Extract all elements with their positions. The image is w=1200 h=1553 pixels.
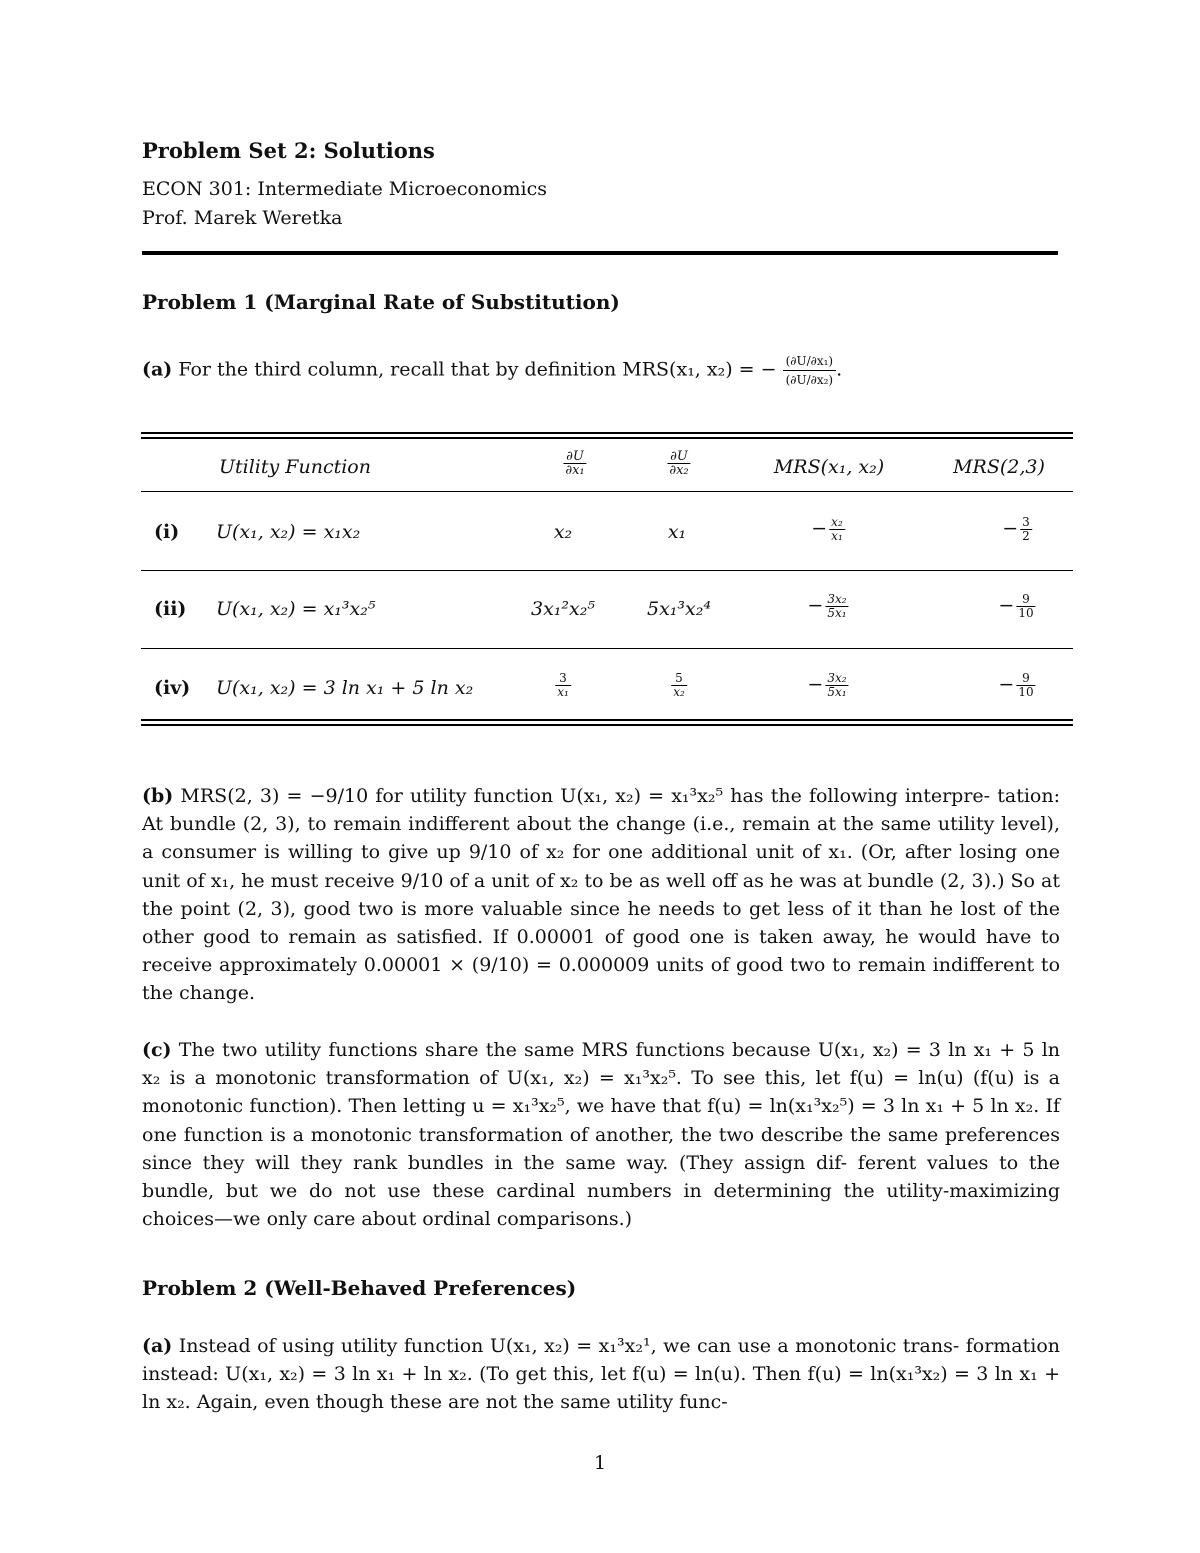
row-iv-du2: $\frac{5}{\text{x₂}}$: [673, 671, 685, 699]
row-iv-mrs: − $\frac{\text{3x₂}}{\text{5x₁}}$: [807, 671, 847, 699]
c-line-4: the same preferences since they will they rank bundles in the same way. (They assign dif-: [142, 1123, 1060, 1174]
b-line-0: MRS(2, 3) = −9/10 for utility function U(x₁, x₂) = x₁³x₂⁵ has the following interpre-: [180, 785, 991, 807]
table-row-rule-1: [141, 570, 1073, 571]
row-iv-du1: $\frac{3}{\text{x₁}}$: [557, 671, 569, 699]
row-ii-mrs23: − $\frac{9}{10}$: [998, 592, 1034, 620]
p2a-line-2: f(u) = ln(x₁³x₂) = 3 ln x₁ + ln x₂. Again, even though these are not the same utility func-: [142, 1363, 1060, 1414]
row-i-mrs: − $\frac{\text{x₂}}{\text{x₁}}$: [811, 515, 843, 543]
b-line-5: of it than he lost of the other good to remain as satisfied. If 0.00001 of good one is taken: [142, 897, 1060, 949]
problem2-a-paragraph: [142, 1332, 1060, 1417]
problem1-a-end: .: [836, 358, 843, 381]
header-mrs23: MRS(2,3): [953, 456, 1045, 478]
course-name: ECON 301: Intermediate Microeconomics: [142, 178, 547, 200]
p2a-line-1: formation instead: U(x₁, x₂) = 3 ln x₁ + ln x₂. (To get this, let f(u) = ln(u). Then: [142, 1335, 1061, 1386]
b-line-7: to remain indifferent to the change.: [142, 954, 1061, 1005]
problem2-a-label: (a): [142, 1335, 173, 1357]
table-top-rule-2: [141, 437, 1073, 439]
problem1-c-paragraph: [142, 1036, 1060, 1233]
b-line-1: tation: At bundle (2, 3), to remain indifferent about the change (i.e., remain at the same: [142, 785, 1061, 836]
table-header-rule: [141, 491, 1073, 492]
page-number: 1: [593, 1452, 607, 1474]
mrs-definition-numerator: (∂U/∂x₁): [783, 354, 837, 371]
c-line-0: The two utility functions share the same MRS functions because U(x₁, x₂) = 3 ln x₁ +: [178, 1039, 1016, 1061]
table-top-rule-1: [141, 432, 1073, 434]
row-ii-label: (ii): [154, 598, 187, 620]
row-ii-func: U(x₁, x₂) = x₁³x₂⁵: [216, 598, 376, 620]
header-du1: $\frac{\partial U}{\text{∂x₁}}$: [565, 449, 585, 478]
row-i-mrs23: − $\frac{3}{2}$: [1002, 515, 1030, 543]
c-line-3: 3 ln x₁ + 5 ln x₂. If one function is a monotonic transformation of another, the two describe: [142, 1095, 1060, 1146]
row-i-func: U(x₁, x₂) = x₁x₂: [216, 521, 361, 543]
header-divider: [142, 251, 1058, 255]
row-iv-mrs23: − $\frac{9}{10}$: [998, 671, 1034, 699]
row-i-label: (i): [154, 521, 180, 543]
c-line-6: utility-maximizing choices—we only care about ordinal comparisons.): [142, 1180, 1060, 1231]
header-utility-function: Utility Function: [219, 456, 371, 478]
p2a-line-0: Instead of using utility function U(x₁, x₂) = x₁³x₂¹, we can use a monotonic trans-: [178, 1335, 960, 1357]
b-line-4: at bundle (2, 3).) So at the point (2, 3), good two is more valuable since he needs to get less: [142, 869, 1060, 920]
problem1-a-label: (a): [142, 358, 173, 381]
mrs-definition-fraction: [783, 354, 837, 387]
c-line-2: (f(u) is a monotonic function). Then letting u = x₁³x₂⁵, we have that f(u) = ln(x₁³x₂⁵) =: [142, 1067, 1060, 1118]
row-iv-label: (iv): [154, 677, 191, 699]
row-iv-func: U(x₁, x₂) = 3 ln x₁ + 5 ln x₂: [216, 677, 474, 699]
problem1-a-text: For the third column, recall that by definition MRS(x₁, x₂) = −: [178, 358, 777, 381]
table-bottom-rule-2: [141, 724, 1073, 726]
row-i-du1: x₂: [553, 521, 573, 543]
problem1-b-paragraph: [142, 782, 1060, 1008]
b-line-2: utility level), a consumer is willing to give up 9/10 of x₂ for one additional unit of x₁. (Or,: [142, 813, 1060, 864]
b-line-6: away, he would have to receive approximately 0.00001 × (9/10) = 0.000009 units of good two: [142, 926, 1060, 977]
row-ii-du1: 3x₁²x₂⁵: [531, 598, 595, 620]
b-line-3: after losing one unit of x₁, he must receive 9/10 of a unit of x₂ to be as well off as he was: [142, 841, 1060, 892]
problem1-heading: Problem 1 (Marginal Rate of Substitution): [142, 290, 620, 314]
row-i-du2: x₁: [667, 521, 687, 543]
problem1-b-label: (b): [142, 785, 174, 807]
c-line-5: ferent values to the bundle, but we do not use these cardinal numbers in determining the: [142, 1151, 1060, 1203]
table-bottom-rule-1: [141, 719, 1073, 721]
header-du2: $\frac{\partial U}{\text{∂x₂}}$: [669, 449, 689, 478]
table-row-rule-2: [141, 648, 1073, 649]
document-title: Problem Set 2: Solutions: [142, 138, 435, 163]
problem2-heading: Problem 2 (Well-Behaved Preferences): [142, 1276, 577, 1300]
c-line-1: 5 ln x₂ is a monotonic transformation of U(x₁, x₂) = x₁³x₂⁵. To see this, let f(u) = ln(u): [142, 1039, 1061, 1090]
row-ii-mrs: − $\frac{\text{3x₂}}{\text{5x₁}}$: [807, 592, 847, 620]
problem1-a-paragraph: [142, 354, 1060, 387]
header-mrs: MRS(x₁, x₂): [773, 456, 885, 478]
problem1-c-label: (c): [142, 1039, 172, 1061]
mrs-definition-denominator: (∂U/∂x₂): [785, 373, 834, 387]
row-ii-du2: 5x₁³x₂⁴: [647, 598, 711, 620]
professor-name: Prof. Marek Weretka: [142, 207, 343, 229]
